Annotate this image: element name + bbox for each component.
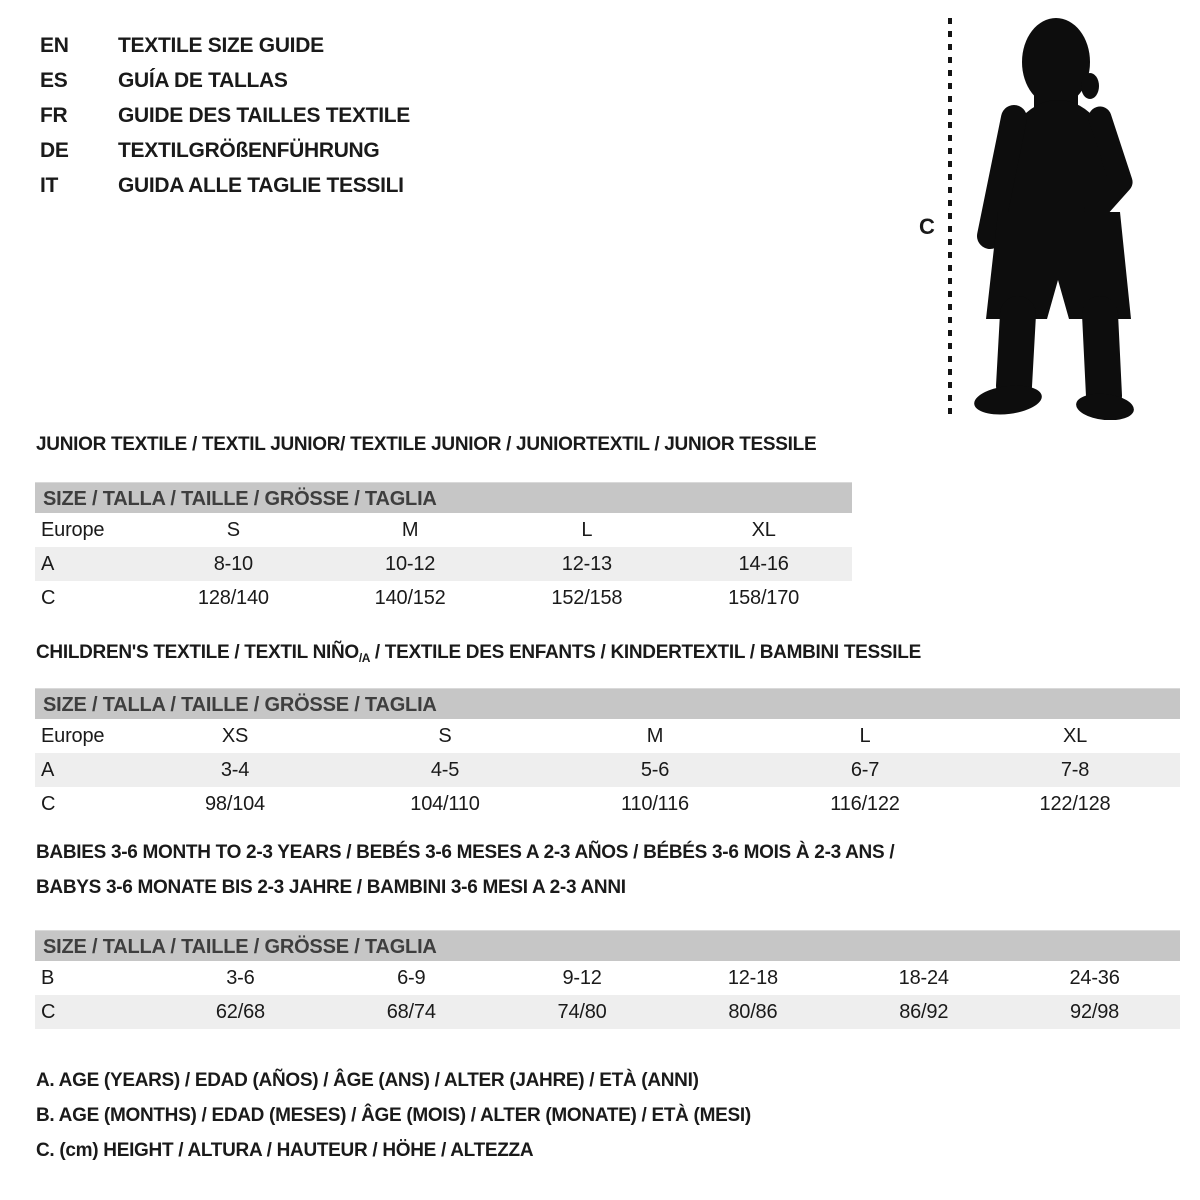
column-header: L: [581, 518, 593, 541]
children-size-header-bar: SIZE / TALLA / TAILLE / GRÖSSE / TAGLIA: [35, 688, 1180, 719]
cell-value: 3-4: [220, 758, 250, 781]
row-label: C: [41, 586, 56, 609]
language-title-list: [40, 28, 410, 203]
cell-value: 98/104: [205, 792, 265, 815]
language-row-es: [40, 63, 410, 98]
footnote-height-cm: C. (cm) HEIGHT / ALTURA / HAUTEUR / HÖHE / ALTEZZA: [36, 1140, 534, 1161]
column-header: XL: [1062, 724, 1088, 747]
cell-value: 5-6: [640, 758, 670, 781]
column-header: S: [438, 724, 452, 747]
babies-section-heading-line1: BABIES 3-6 MONTH TO 2-3 YEARS / BEBÉS 3-6 MESES A 2-3 AÑOS / BÉBÉS 3-6 MOIS À 2-3 ANS /: [36, 842, 895, 863]
cell-value: 7-8: [1060, 758, 1090, 781]
cell-value: 140/152: [374, 586, 446, 609]
column-header: S: [226, 518, 240, 541]
cell-value: 152/158: [551, 586, 623, 609]
silhouette-right-leg: [1100, 314, 1104, 396]
cell-value: 6-9: [397, 966, 426, 989]
cell-value: 3-6: [226, 966, 255, 989]
children-heading-subscript: /A: [358, 651, 370, 665]
guide-title: GUÍA DE TALLAS: [118, 68, 288, 92]
cell-value: 80/86: [728, 1000, 778, 1023]
language-code: IT: [40, 173, 59, 197]
row-label: C: [41, 792, 56, 815]
babies-row-height: [35, 995, 1180, 1029]
babies-size-header-bar: SIZE / TALLA / TAILLE / GRÖSSE / TAGLIA: [35, 930, 1180, 961]
language-row-it: [40, 168, 410, 203]
column-header: Europe: [41, 724, 105, 747]
row-label: C: [41, 1000, 56, 1023]
column-header: M: [401, 518, 419, 541]
height-measure-dashed-line: [948, 18, 952, 416]
footnote-age-years: A. AGE (YEARS) / EDAD (AÑOS) / ÂGE (ANS) / ALTER (JAHRE) / ETÀ (ANNI): [36, 1070, 699, 1091]
row-label: A: [41, 758, 55, 781]
language-row-fr: [40, 98, 410, 133]
cell-value: 92/98: [1070, 1000, 1120, 1023]
babies-section-heading-line2: BABYS 3-6 MONATE BIS 2-3 JAHRE / BAMBINI 3-6 MESI A 2-3 ANNI: [36, 877, 626, 898]
column-header: XL: [751, 518, 776, 541]
children-heading-text: CHILDREN'S TEXTILE / TEXTIL NIÑO: [36, 642, 359, 663]
cell-value: 68/74: [386, 1000, 436, 1023]
cell-value: 116/122: [830, 792, 900, 815]
junior-row-age: [35, 547, 852, 581]
footnote-age-months: B. AGE (MONTHS) / EDAD (MESES) / ÂGE (MOIS) / ALTER (MONATE) / ETÀ (MESI): [36, 1105, 751, 1126]
cell-value: 10-12: [385, 552, 436, 575]
column-header: Europe: [41, 518, 105, 541]
column-header: XS: [221, 724, 249, 747]
height-measure-label: C: [919, 214, 935, 239]
silhouette-left-foot: [973, 382, 1044, 418]
language-code: DE: [40, 138, 69, 162]
row-label: B: [41, 966, 55, 989]
cell-value: 74/80: [557, 1000, 607, 1023]
language-row-en: [40, 28, 410, 63]
cell-value: 12-18: [727, 966, 778, 989]
cell-value: 18-24: [898, 966, 949, 989]
cell-value: 24-36: [1069, 966, 1120, 989]
cell-value: 14-16: [738, 552, 789, 575]
cell-value: 128/140: [197, 586, 269, 609]
guide-title: GUIDE DES TAILLES TEXTILE: [118, 103, 410, 127]
junior-size-header-bar: SIZE / TALLA / TAILLE / GRÖSSE / TAGLIA: [35, 482, 852, 513]
guide-title: TEXTILGRÖßENFÜHRUNG: [118, 138, 380, 162]
cell-value: 6-7: [850, 758, 880, 781]
cell-value: 9-12: [562, 966, 602, 989]
junior-row-height: [35, 581, 852, 615]
guide-title: GUIDA ALLE TAGLIE TESSILI: [118, 173, 404, 197]
guide-title: TEXTILE SIZE GUIDE: [118, 33, 324, 57]
toddler-silhouette-icon: [968, 14, 1140, 420]
language-code: EN: [40, 33, 69, 57]
cell-value: 62/68: [215, 1000, 265, 1023]
children-heading-text: / TEXTILE DES ENFANTS / KINDERTEXTIL / BAMBINI TESSILE: [369, 642, 921, 663]
row-label: A: [41, 552, 55, 575]
children-row-age: [35, 753, 1180, 787]
children-section-heading: [36, 642, 921, 665]
children-columns-row: [35, 719, 1180, 753]
column-header: L: [859, 724, 871, 747]
language-row-de: [40, 133, 410, 168]
junior-columns-row: [35, 513, 852, 547]
column-header: M: [646, 724, 664, 747]
cell-value: 104/110: [410, 792, 480, 815]
babies-row-months: [35, 961, 1180, 995]
cell-value: 12-13: [561, 552, 612, 575]
cell-value: 86/92: [899, 1000, 949, 1023]
children-size-table: [35, 688, 1180, 821]
language-code: FR: [40, 103, 68, 127]
cell-value: 158/170: [728, 586, 800, 609]
silhouette-ear: [1081, 73, 1099, 99]
cell-value: 110/116: [621, 792, 689, 815]
babies-size-table: [35, 930, 1180, 1029]
cell-value: 122/128: [1039, 792, 1111, 815]
cell-value: 8-10: [213, 552, 253, 575]
silhouette-right-foot: [1075, 391, 1135, 420]
junior-size-table: [35, 482, 852, 615]
language-code: ES: [40, 68, 68, 92]
cell-value: 4-5: [430, 758, 460, 781]
silhouette-left-leg: [1014, 314, 1018, 386]
children-row-height: [35, 787, 1180, 821]
junior-section-heading: JUNIOR TEXTILE / TEXTIL JUNIOR/ TEXTILE JUNIOR / JUNIORTEXTIL / JUNIOR TESSILE: [36, 434, 817, 455]
